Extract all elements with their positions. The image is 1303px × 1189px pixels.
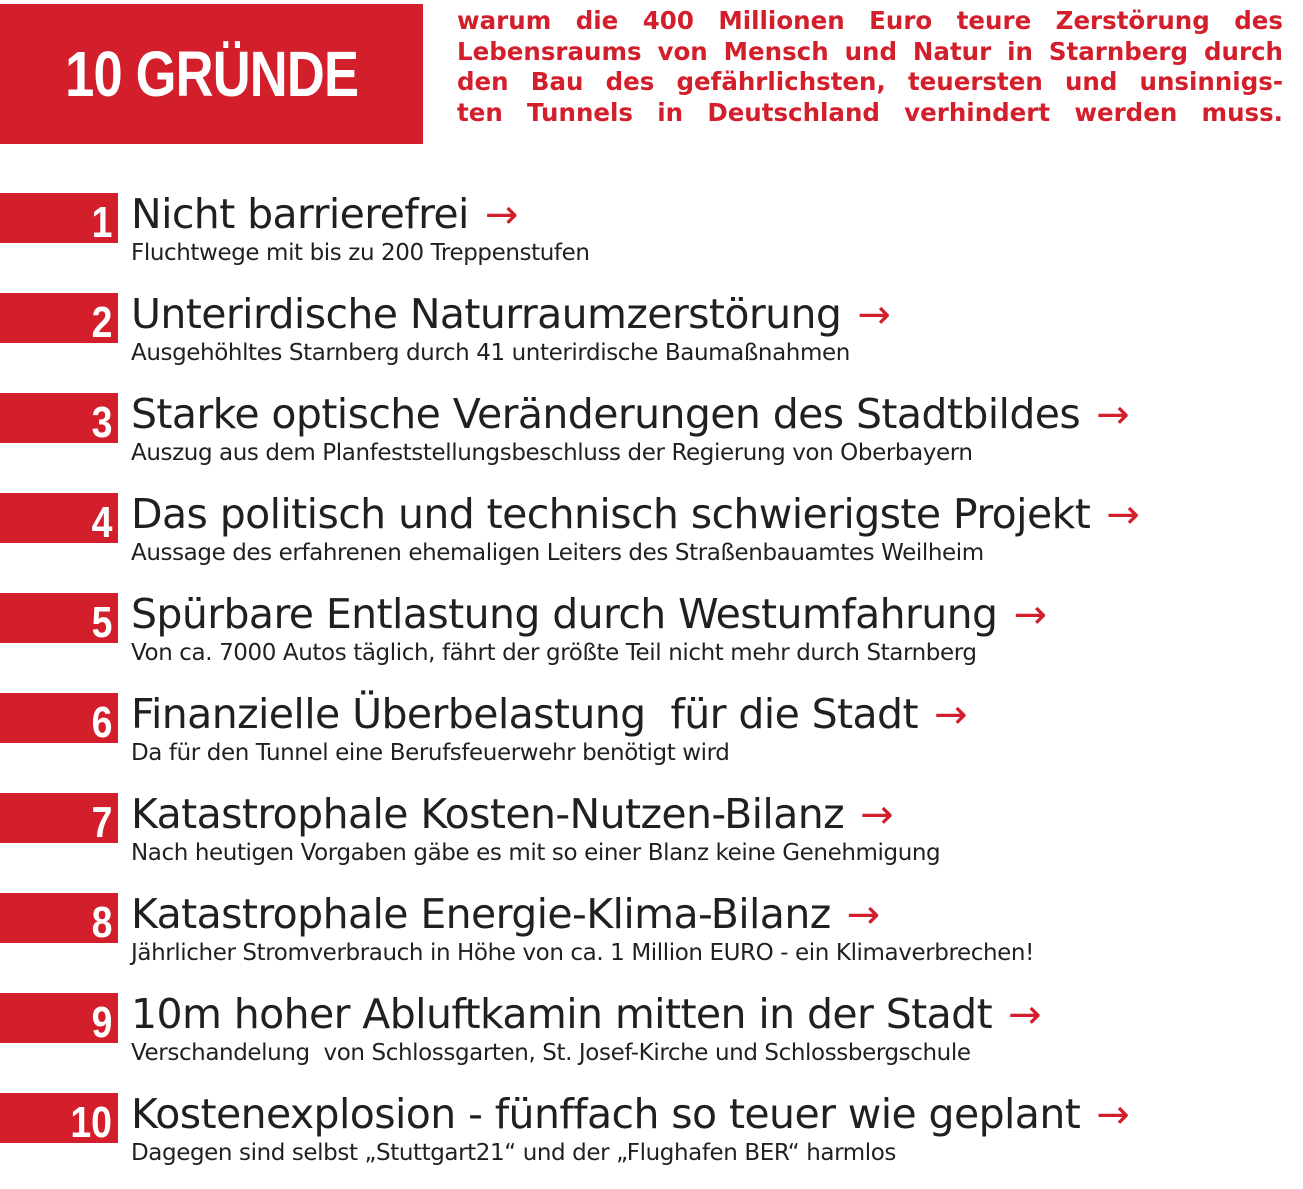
reason-title: Katastrophale Energie-Klima-Bilanz (131, 890, 831, 938)
reason-title-row (131, 688, 967, 740)
arrow-right-icon[interactable]: → (484, 192, 519, 238)
subtitle-line: ten Tunnels in Deutschland verhindert werden muss. (457, 97, 1283, 127)
reason-number-bar (0, 693, 118, 747)
reason-item (0, 1092, 1303, 1182)
reason-item (0, 592, 1303, 682)
header-subtitle (457, 6, 1283, 128)
reason-subtitle: Aussage des erfahrenen ehemaligen Leiters des Straßenbauamtes Weilheim (131, 540, 984, 566)
reason-number-bar (0, 1093, 118, 1147)
reason-title-row (131, 288, 891, 340)
reason-title: Das politisch und technisch schwierigste Projekt (131, 490, 1091, 538)
reason-title: Kostenexplosion - fünffach so teuer wie geplant (131, 1090, 1081, 1138)
reason-number-bar (0, 493, 118, 547)
reason-title: Spürbare Entlastung durch Westumfahrung (131, 590, 998, 638)
reason-number-bar (0, 393, 118, 447)
reason-number: 9 (91, 998, 112, 1047)
arrow-right-icon[interactable]: → (1096, 392, 1130, 438)
reason-number-bar (0, 193, 118, 247)
reason-title: Finanzielle Überbelastung für die Stadt (131, 690, 918, 738)
reason-number-bar (0, 993, 118, 1047)
reason-number-bar (0, 593, 118, 647)
reason-number: 3 (91, 398, 112, 447)
reason-title-row (131, 1088, 1130, 1140)
reason-subtitle: Verschandelung von Schlossgarten, St. Josef-Kirche und Schlossbergschule (131, 1040, 971, 1066)
reason-title-row (131, 588, 1047, 640)
reason-title-row (131, 888, 880, 940)
reason-number: 2 (91, 298, 112, 347)
reason-subtitle: Von ca. 7000 Autos täglich, fährt der größte Teil nicht mehr durch Starnberg (131, 640, 977, 666)
subtitle-line: Lebensraums von Mensch und Natur in Starnberg durch (457, 36, 1283, 66)
reason-subtitle: Dagegen sind selbst „Stuttgart21“ und der „Flughafen BER“ harmlos (131, 1140, 896, 1166)
reason-title: Katastrophale Kosten-Nutzen-Bilanz (131, 790, 845, 838)
header-banner (0, 4, 423, 144)
arrow-right-icon[interactable]: → (933, 692, 968, 738)
arrow-right-icon[interactable]: → (1106, 492, 1140, 538)
reason-title-row (131, 788, 894, 840)
arrow-right-icon[interactable]: → (1008, 992, 1042, 1038)
reason-number: 10 (70, 1098, 112, 1147)
reason-number: 8 (91, 898, 112, 947)
reason-item (0, 792, 1303, 882)
reason-item (0, 192, 1303, 282)
reason-subtitle: Ausgehöhltes Starnberg durch 41 unterirdische Baumaßnahmen (131, 340, 850, 366)
arrow-right-icon[interactable]: → (1013, 592, 1047, 638)
reason-item (0, 692, 1303, 782)
reason-title: Unterirdische Naturraumzerstörung (131, 290, 842, 338)
arrow-right-icon[interactable]: → (857, 292, 891, 338)
subtitle-line: warum die 400 Millionen Euro teure Zerstörung des (457, 6, 1283, 35)
reason-number: 5 (91, 598, 112, 647)
reason-number-bar (0, 293, 118, 347)
reason-title: 10m hoher Abluftkamin mitten in der Stadt (131, 990, 993, 1038)
reason-title-row (131, 388, 1130, 440)
reason-item (0, 392, 1303, 482)
reason-item (0, 292, 1303, 382)
reason-subtitle: Nach heutigen Vorgaben gäbe es mit so einer Blanz keine Genehmigung (131, 840, 941, 866)
page-title: 10 GRÜNDE (65, 38, 358, 110)
reason-number-bar (0, 893, 118, 947)
arrow-right-icon[interactable]: → (860, 792, 894, 838)
reason-title-row (131, 488, 1140, 540)
arrow-right-icon[interactable]: → (846, 892, 881, 938)
reason-item (0, 992, 1303, 1082)
reason-subtitle: Da für den Tunnel eine Berufsfeuerwehr benötigt wird (131, 740, 730, 766)
reason-number: 4 (91, 498, 112, 547)
reason-title: Nicht barrierefrei (131, 190, 469, 238)
reason-title-row (131, 188, 518, 240)
reason-item (0, 892, 1303, 982)
subtitle-line: den Bau des gefährlichsten, teuersten und unsinnigs- (457, 67, 1283, 96)
reason-number: 6 (91, 698, 112, 747)
reason-number: 7 (91, 798, 112, 847)
reason-subtitle: Fluchtwege mit bis zu 200 Treppenstufen (131, 240, 590, 266)
reason-title-row (131, 988, 1042, 1040)
reason-title: Starke optische Veränderungen des Stadtbildes (131, 390, 1081, 438)
reason-number: 1 (91, 198, 112, 247)
reason-number-bar (0, 793, 118, 847)
reason-subtitle: Auszug aus dem Planfeststellungsbeschluss der Regierung von Oberbayern (131, 440, 973, 466)
arrow-right-icon[interactable]: → (1096, 1092, 1130, 1138)
reason-item (0, 492, 1303, 582)
reason-subtitle: Jährlicher Stromverbrauch in Höhe von ca. 1 Million EURO - ein Klimaverbrechen! (131, 940, 1034, 966)
